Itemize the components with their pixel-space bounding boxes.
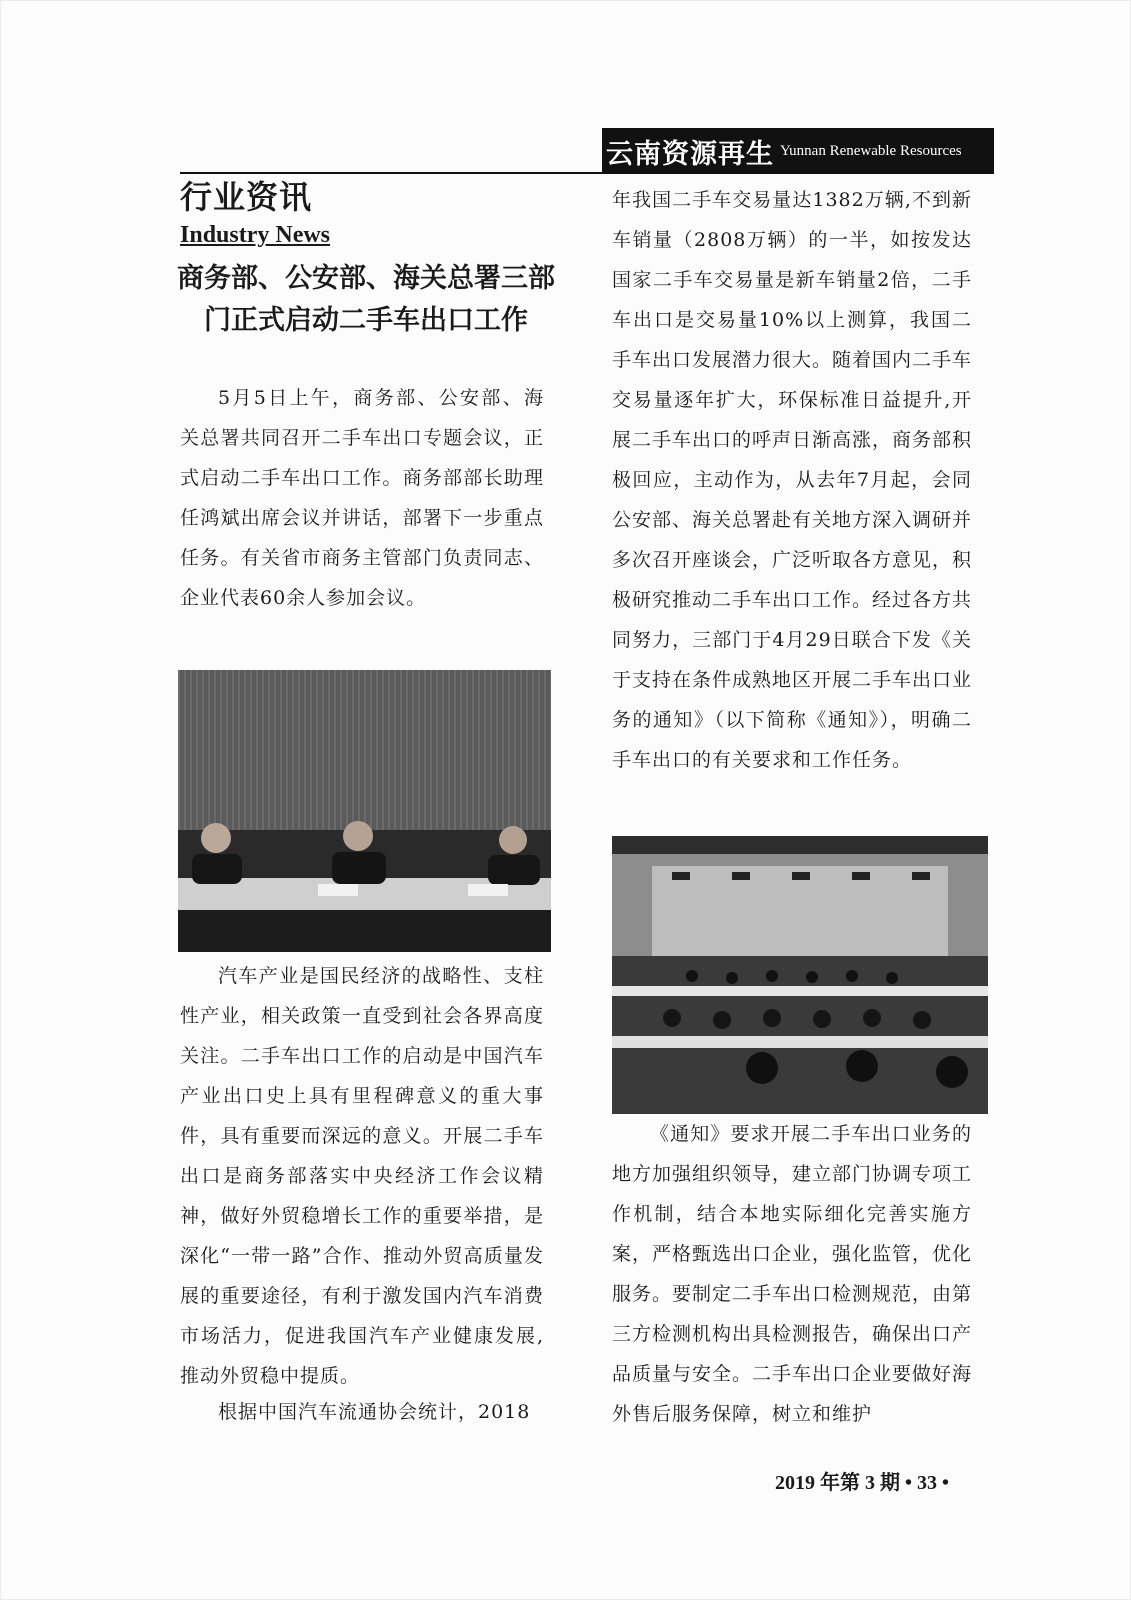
- paragraph-4: 年我国二手车交易量达1382万辆,不到新车销量（2808万辆）的一半，如按发达国家二手车交易量是新车销量2倍，二手车出口是交易量10%以上测算，我国二手车出口发展潜力很大。随着国内二手车交易量逐年扩大，环保标准日益提升,开展二手车出口的呼声日渐高涨，商务部积极回应，主动作为，从去年7月起，会同公安部、海关总署赴有关地方深入调研并多次召开座谈会，广泛听取各方意见，积极研究推动二手车出口工作。经过各方共同努力，三部门于4月29日联合下发《关于支持在条件成熟地区开展二手车出口业务的通知》（以下简称《通知》），明确二手车出口的有关要求和工作任务。: [612, 189, 973, 771]
- paragraph-2: 汽车产业是国民经济的战略性、支柱性产业，相关政策一直受到社会各界高度关注。二手车出口工作的启动是中国汽车产业出口史上具有里程碑意义的重大事件，具有重要而深远的意义。开展二手车出口是商务部落实中央经济工作会议精神，做好外贸稳增长工作的重要举措，是深化“一带一路”合作、推动外贸高质量发展的重要途径，有利于激发国内汽车消费市场活力，促进我国汽车产业健康发展,推动外贸稳中提质。: [180, 965, 544, 1387]
- paragraph-1: 5月5日上午，商务部、公安部、海关总署共同召开二手车出口专题会议，正式启动二手车出口工作。商务部部长助理任鸿斌出席会议并讲话，部署下一步重点任务。有关省市商务主管部门负责同志、企业代表60余人参加会议。: [180, 387, 544, 609]
- section-title: 行业资讯: [180, 178, 313, 216]
- meeting-photo-hall: [612, 836, 988, 1114]
- paragraph-5: 《通知》要求开展二手车出口业务的地方加强组织领导，建立部门协调专项工作机制，结合本地实际细化完善实施方案，严格甄选出口企业，强化监管，优化服务。要制定二手车出口检测规范，由第三方检测机构出具检测报告，确保出口产品质量与安全。二手车出口企业要做好海外售后服务保障，树立和维护: [612, 1123, 973, 1425]
- masthead-title-en: Yunnan Renewable Resources: [780, 142, 962, 159]
- article-headline: 商务部、公安部、海关总署三部门正式启动二手车出口工作: [177, 263, 555, 336]
- paragraph-3: 根据中国汽车流通协会统计，2018: [218, 1401, 531, 1423]
- masthead: [602, 128, 994, 174]
- meeting-photo-podium: [178, 670, 551, 952]
- section-subtitle: Industry News: [180, 222, 331, 248]
- page-footer-issue: 2019 年第 3 期 • 33 •: [775, 1472, 950, 1494]
- masthead-title-cn: 云南资源再生: [606, 138, 774, 170]
